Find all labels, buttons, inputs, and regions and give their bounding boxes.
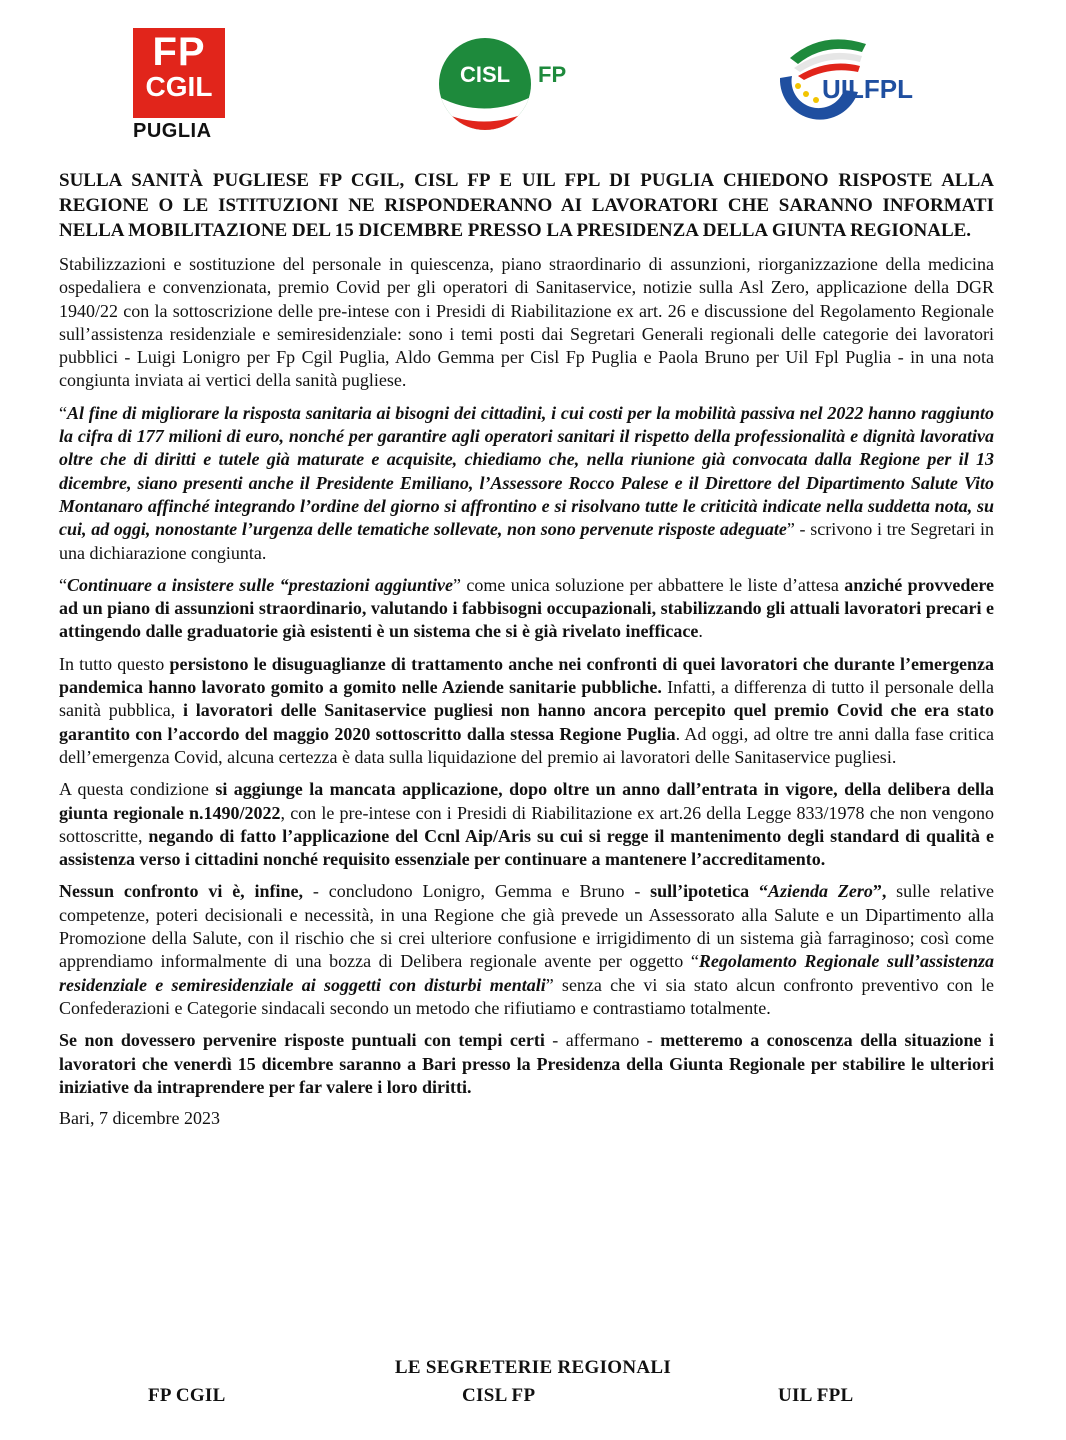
p5-text-1: A questa condizione <box>59 779 216 800</box>
logo-header <box>0 0 1066 150</box>
p6-text-2: sulle relative competenze, poteri decisionali e necessità, in una Regione che già prevede un Assessorato alla Salute e un Dipartimento alla Promozione della Salute, con il rischio che si crei ulteriore confusione e irrigidimento di un sistema già farraginoso; così come apprendiamo informalmente di una bozza di Delibera regionale avente per oggetto “ <box>59 881 994 972</box>
p4-text-2: Infatti, a differenza di tutto il personale della sanità pubblica, <box>59 677 995 721</box>
page-title: SULLA SANITÀ PUGLIESE FP CGIL, CISL FP E UIL FPL DI PUGLIA CHIEDONO RISPOSTE ALLA REGIONE O LE ISTITUZIONI NE RISPONDERANNO AI LAVORATORI CHE SARANNO INFORMATI NELLA MOBILITAZIONE DEL 15 DICEMBRE PRESSO LA PRESIDENZA DELLA GIUNTA REGIONALE. <box>59 170 994 241</box>
cisl-fp-logo <box>437 36 597 132</box>
cisl-logo-text: CISL <box>459 62 511 87</box>
p6-bold-3: ”, <box>872 881 887 902</box>
fp-cgil-logo-fp: FP <box>152 30 206 74</box>
p3-quote: Continuare a insistere sulle “prestazioni aggiuntive <box>67 574 453 595</box>
p7-text-1: - affermano - <box>544 1030 661 1051</box>
p6-azienda-zero: Azienda Zero <box>767 881 873 902</box>
signatures-heading: LE SEGRETERIE REGIONALI <box>394 1357 672 1378</box>
p3-bold: anziché provvedere ad un piano di assunzioni straordinario, valutando i fabbisogni occupazionali, stabilizzando gli attuali lavoratori precari e attingendo dalle graduatorie già esistenti è un sistema che si è già rivelato inefficace <box>59 574 994 642</box>
p2-quote: Al fine di migliorare la risposta sanitaria ai bisogni dei cittadini, i cui costi per la mobilità passiva nel 2022 hanno raggiunto la cifra di 177 milioni di euro, nonché per garantire agli operatori sanitari il rispetto della professionalità e dignità lavorativa oltre che di diritti e tutele già maturate e acquisite, chiediamo che, nella riunione già convocata dalla Regione per il 13 dicembre, siano presenti anche il Presidente Emiliano, l’Assessore Rocco Palese e il Direttore del Dipartimento Salute Vito Montanaro affinché integrando l’ordine del giorno si affrontino e si risolvano tutte le criticità indicate nella suddetta nota, su cui, ad oggi, nonostante l’urgenza delle tematiche sollevate, non sono pervenute risposte adeguate <box>59 402 994 540</box>
paragraph-3 <box>59 574 994 644</box>
p4-bold-2: i lavoratori delle Sanitaservice pugliesi non hanno ancora percepito quel premio Covid che era stato garantito con l’accordo del maggio 2020 sottoscritto dalla stessa Regione Puglia <box>59 700 994 744</box>
p4-bold-1: persistono le disuguaglianze di trattamento anche nei confronti di quei lavoratori che durante l’emergenza pandemica hanno lavorato gomito a gomito nelle Aziende sanitarie pubbliche. <box>59 653 994 698</box>
p7-bold-1: Se non dovessero pervenire risposte puntuali con tempi certi <box>59 1030 545 1051</box>
paragraph-4 <box>59 653 994 769</box>
paragraph-6 <box>59 880 994 1020</box>
uil-fpl-logo <box>770 30 930 130</box>
fp-cgil-logo <box>133 28 225 143</box>
p5-bold-1: si aggiunge la mancata applicazione, dopo oltre un anno dall’entrata in vigore, della delibera della giunta regionale n.1490/2022 <box>59 779 994 823</box>
p5-text-2: , con le pre-intese con i Presidi di Riabilitazione ex art.26 della Legge 833/1978 che non vengono sottoscritte, <box>59 802 994 846</box>
signature-cisl-fp: CISL FP <box>462 1385 536 1406</box>
p2-open-quote: “ <box>59 402 67 423</box>
fp-cgil-logo-cgil: CGIL <box>145 71 213 102</box>
fp-cgil-logo-box <box>133 28 225 118</box>
paragraph-7 <box>59 1029 994 1099</box>
p6-text-3: ” senza che vi sia stato alcun confronto preventivo con le Confederazioni e Categorie sindacali secondo un metodo che rifiutiamo e contrastiamo totalmente. <box>59 974 994 1018</box>
p6-regolamento: Regolamento Regionale sull’assistenza residenziale e semiresidenziale ai soggetti con disturbi mentali <box>59 951 994 995</box>
uil-logo-text: UILFPL <box>822 74 913 104</box>
signature-fp-cgil: FP CGIL <box>148 1385 226 1406</box>
cisl-logo-fp-text: FP <box>538 62 567 87</box>
p6-bold-2: sull’ipotetica “ <box>650 881 768 902</box>
fp-cgil-logo-region: PUGLIA <box>133 120 212 142</box>
p6-text-1: - concludono Lonigro, Gemma e Bruno - <box>303 881 651 902</box>
p7-bold-2: metteremo a conoscenza della situazione i lavoratori che venerdì 15 dicembre saranno a Bari presso la Presidenza della Giunta Regionale per stabilire le ulteriori iniziative da intraprendere per far valere i loro diritti. <box>59 1030 994 1097</box>
p4-text-3: . Ad oggi, ad oltre tre anni dalla fase critica dell’emergenza Covid, alcuna certezza è data sulla liquidazione del premio ai lavoratori delle Sanitaservice pugliesi. <box>59 723 994 767</box>
p2-rest: ” - scrivono i tre Segretari in una dichiarazione congiunta. <box>59 519 994 563</box>
p5-bold-2: negando di fatto l’applicazione del Ccnl Aip/Aris su cui si regge il mantenimento degli standard di qualità e assistenza verso i cittadini nonché requisito essenziale per continuare a mantenere l’accreditamento. <box>59 825 994 870</box>
paragraph-2 <box>59 402 994 565</box>
signature-uil-fpl: UIL FPL <box>778 1385 854 1406</box>
p3-mid: ” come unica soluzione per abbattere le liste d’attesa <box>453 574 845 595</box>
p6-bold-1: Nessun confronto vi è, infine, <box>59 881 304 902</box>
p3-end: . <box>698 621 703 642</box>
paragraph-1: Stabilizzazioni e sostituzione del personale in quiescenza, piano straordinario di assunzioni, riorganizzazione della medicina ospedaliera e convenzionata, premio Covid per gli operatori di Sanitaservice, notizie sulla Asl Zero, applicazione della DGR 1940/22 con la sottoscrizione delle pre-intese con i Presidi di Riabilitazione ex art. 26 e discussione del Regolamento Regionale sull’assistenza residenziale e semiresidenziale: sono i temi posti dai Segretari Generali regionali delle categorie dei lavoratori pubblici - Luigi Lonigro per Fp Cgil Puglia, Aldo Gemma per Cisl Fp Puglia e Paola Bruno per Uil Fpl Puglia - in una nota congiunta inviata ai vertici della sanità pugliese. <box>59 254 994 391</box>
p4-text-1: In tutto questo <box>59 653 170 674</box>
place-date: Bari, 7 dicembre 2023 <box>59 1108 220 1129</box>
paragraph-5 <box>59 778 994 871</box>
p3-open-quote: “ <box>59 574 67 595</box>
press-release-body <box>59 168 994 1129</box>
